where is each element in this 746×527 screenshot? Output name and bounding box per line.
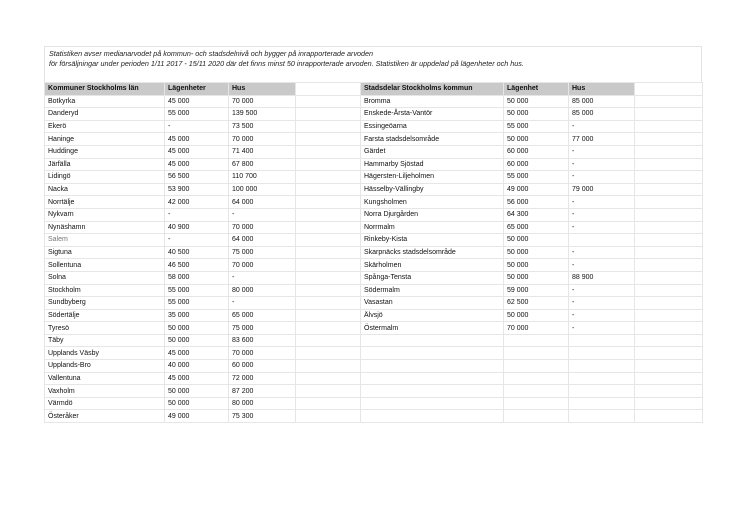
- empty-cell[interactable]: [296, 259, 361, 272]
- right-cell[interactable]: 62 500: [504, 297, 569, 310]
- left-cell[interactable]: Huddinge: [45, 145, 165, 158]
- left-cell[interactable]: 110 700: [229, 171, 296, 184]
- left-cell[interactable]: 58 000: [165, 271, 229, 284]
- left-cell[interactable]: 46 500: [165, 259, 229, 272]
- left-cell[interactable]: Österåker: [45, 410, 165, 423]
- left-cell[interactable]: Södertälje: [45, 309, 165, 322]
- empty-cell[interactable]: [361, 360, 504, 373]
- empty-cell[interactable]: [296, 360, 361, 373]
- right-cell[interactable]: -: [569, 145, 635, 158]
- empty-cell[interactable]: [635, 171, 703, 184]
- left-cell[interactable]: 49 000: [165, 410, 229, 423]
- empty-cell[interactable]: [361, 385, 504, 398]
- left-cell[interactable]: Haninge: [45, 133, 165, 146]
- left-cell[interactable]: 53 900: [165, 183, 229, 196]
- empty-cell[interactable]: [635, 208, 703, 221]
- left-cell[interactable]: -: [229, 271, 296, 284]
- table-row: [45, 309, 703, 322]
- empty-cell[interactable]: [296, 108, 361, 121]
- right-cell[interactable]: Enskede-Årsta-Vantör: [361, 108, 504, 121]
- left-cell[interactable]: Täby: [45, 334, 165, 347]
- right-cell[interactable]: 65 000: [504, 221, 569, 234]
- right-cell[interactable]: 55 000: [504, 120, 569, 133]
- right-cell[interactable]: Farsta stadsdelsområde: [361, 133, 504, 146]
- left-cell[interactable]: Sollentuna: [45, 259, 165, 272]
- left-cell[interactable]: Stockholm: [45, 284, 165, 297]
- left-cell[interactable]: 45 000: [165, 95, 229, 108]
- empty-cell[interactable]: [635, 183, 703, 196]
- table-row: [45, 208, 703, 221]
- empty-cell[interactable]: [635, 83, 703, 96]
- left-cell[interactable]: 45 000: [165, 372, 229, 385]
- left-cell[interactable]: 35 000: [165, 309, 229, 322]
- left-cell[interactable]: 56 500: [165, 171, 229, 184]
- left-cell[interactable]: Botkyrka: [45, 95, 165, 108]
- left-cell[interactable]: 139 500: [229, 108, 296, 121]
- left-cell[interactable]: Solna: [45, 271, 165, 284]
- right-cell[interactable]: Södermalm: [361, 284, 504, 297]
- table-row: [45, 108, 703, 121]
- table-row: [45, 221, 703, 234]
- note-line-1: Statistiken avser medianarvodet på kommun- och stadsdelnivå och bygger på inrapporterade arvoden: [49, 49, 374, 58]
- empty-cell[interactable]: [296, 95, 361, 108]
- table-row: [45, 334, 703, 347]
- left-cell[interactable]: Lidingö: [45, 171, 165, 184]
- table-row: [45, 259, 703, 272]
- empty-cell[interactable]: [569, 347, 635, 360]
- left-cell[interactable]: 55 000: [165, 297, 229, 310]
- right-cell[interactable]: -: [569, 196, 635, 209]
- left-cell[interactable]: 45 000: [165, 158, 229, 171]
- right-cell[interactable]: Essingeöarna: [361, 120, 504, 133]
- left-cell[interactable]: 40 500: [165, 246, 229, 259]
- empty-cell[interactable]: [569, 334, 635, 347]
- empty-cell[interactable]: [504, 410, 569, 423]
- empty-cell[interactable]: [296, 309, 361, 322]
- empty-cell[interactable]: [296, 171, 361, 184]
- right-header-cell[interactable]: Stadsdelar Stockholms kommun: [361, 83, 504, 96]
- empty-cell[interactable]: [635, 108, 703, 121]
- left-cell[interactable]: 45 000: [165, 133, 229, 146]
- left-cell[interactable]: 64 000: [229, 196, 296, 209]
- left-cell[interactable]: Nynäshamn: [45, 221, 165, 234]
- right-cell[interactable]: -: [569, 259, 635, 272]
- right-cell[interactable]: [569, 234, 635, 247]
- table-row: [45, 95, 703, 108]
- left-cell[interactable]: -: [229, 297, 296, 310]
- left-header-cell[interactable]: Kommuner Stockholms län: [45, 83, 165, 96]
- right-cell[interactable]: 50 000: [504, 95, 569, 108]
- right-cell[interactable]: Kungsholmen: [361, 196, 504, 209]
- table-row: [45, 145, 703, 158]
- right-cell[interactable]: 88 900: [569, 271, 635, 284]
- right-cell[interactable]: 50 000: [504, 271, 569, 284]
- empty-cell[interactable]: [635, 271, 703, 284]
- table-row: [45, 385, 703, 398]
- empty-cell[interactable]: [635, 360, 703, 373]
- left-cell[interactable]: Salem: [45, 234, 165, 247]
- left-cell[interactable]: Värmdö: [45, 397, 165, 410]
- right-header-cell[interactable]: Lägenhet: [504, 83, 569, 96]
- right-header-cell[interactable]: Hus: [569, 83, 635, 96]
- empty-cell[interactable]: [569, 397, 635, 410]
- empty-cell[interactable]: [635, 347, 703, 360]
- left-cell[interactable]: Norrtälje: [45, 196, 165, 209]
- left-cell[interactable]: 55 000: [165, 284, 229, 297]
- right-cell[interactable]: Hägersten-Liljeholmen: [361, 171, 504, 184]
- table-row: [45, 171, 703, 184]
- empty-cell[interactable]: [296, 183, 361, 196]
- left-cell[interactable]: -: [165, 234, 229, 247]
- left-cell[interactable]: 50 000: [165, 322, 229, 335]
- empty-cell[interactable]: [361, 397, 504, 410]
- table-row: [45, 271, 703, 284]
- left-cell[interactable]: Sundbyberg: [45, 297, 165, 310]
- empty-cell[interactable]: [635, 385, 703, 398]
- empty-cell[interactable]: [296, 334, 361, 347]
- table-row: [45, 133, 703, 146]
- left-cell[interactable]: 50 000: [165, 385, 229, 398]
- right-cell[interactable]: -: [569, 297, 635, 310]
- left-cell[interactable]: -: [229, 208, 296, 221]
- empty-cell[interactable]: [635, 397, 703, 410]
- left-cell[interactable]: 80 000: [229, 284, 296, 297]
- empty-cell[interactable]: [296, 145, 361, 158]
- empty-cell[interactable]: [296, 246, 361, 259]
- left-cell[interactable]: 42 000: [165, 196, 229, 209]
- empty-cell[interactable]: [635, 133, 703, 146]
- left-cell[interactable]: 100 000: [229, 183, 296, 196]
- empty-cell[interactable]: [296, 271, 361, 284]
- left-cell[interactable]: Sigtuna: [45, 246, 165, 259]
- table-row: [45, 284, 703, 297]
- empty-cell[interactable]: [635, 196, 703, 209]
- right-cell[interactable]: Bromma: [361, 95, 504, 108]
- left-cell[interactable]: 73 500: [229, 120, 296, 133]
- empty-cell[interactable]: [296, 221, 361, 234]
- empty-cell[interactable]: [296, 234, 361, 247]
- empty-cell[interactable]: [635, 372, 703, 385]
- table-row: [45, 246, 703, 259]
- left-cell[interactable]: Ekerö: [45, 120, 165, 133]
- left-cell[interactable]: Nacka: [45, 183, 165, 196]
- left-cell[interactable]: 83 600: [229, 334, 296, 347]
- left-cell[interactable]: 70 000: [229, 133, 296, 146]
- left-cell[interactable]: -: [165, 120, 229, 133]
- right-cell[interactable]: 70 000: [504, 322, 569, 335]
- right-cell[interactable]: -: [569, 120, 635, 133]
- empty-cell[interactable]: [569, 410, 635, 423]
- left-cell[interactable]: Vaxholm: [45, 385, 165, 398]
- empty-cell[interactable]: [569, 372, 635, 385]
- right-cell[interactable]: Spånga-Tensta: [361, 271, 504, 284]
- right-cell[interactable]: -: [569, 171, 635, 184]
- left-cell[interactable]: Vallentuna: [45, 372, 165, 385]
- left-header-cell[interactable]: Lägenheter: [165, 83, 229, 96]
- spreadsheet: [44, 46, 702, 423]
- left-cell[interactable]: 50 000: [165, 334, 229, 347]
- empty-cell[interactable]: [296, 83, 361, 96]
- table-row: [45, 196, 703, 209]
- left-cell[interactable]: Järfälla: [45, 158, 165, 171]
- right-cell[interactable]: -: [569, 208, 635, 221]
- empty-cell[interactable]: [635, 120, 703, 133]
- empty-cell[interactable]: [296, 120, 361, 133]
- right-cell[interactable]: 79 000: [569, 183, 635, 196]
- empty-cell[interactable]: [635, 221, 703, 234]
- table-row: [45, 322, 703, 335]
- left-cell[interactable]: Upplands-Bro: [45, 360, 165, 373]
- left-cell[interactable]: 65 000: [229, 309, 296, 322]
- left-cell[interactable]: 55 000: [165, 108, 229, 121]
- empty-cell[interactable]: [296, 196, 361, 209]
- empty-cell[interactable]: [504, 334, 569, 347]
- empty-cell[interactable]: [296, 133, 361, 146]
- empty-cell[interactable]: [296, 297, 361, 310]
- right-cell[interactable]: Gärdet: [361, 145, 504, 158]
- empty-cell[interactable]: [504, 385, 569, 398]
- left-cell[interactable]: 72 000: [229, 372, 296, 385]
- empty-cell[interactable]: [296, 347, 361, 360]
- right-cell[interactable]: 59 000: [504, 284, 569, 297]
- table-row: [45, 397, 703, 410]
- table-row: [45, 347, 703, 360]
- table-row: [45, 234, 703, 247]
- right-cell[interactable]: -: [569, 284, 635, 297]
- left-cell[interactable]: 70 000: [229, 221, 296, 234]
- empty-cell[interactable]: [296, 322, 361, 335]
- empty-cell[interactable]: [296, 410, 361, 423]
- right-cell[interactable]: 85 000: [569, 108, 635, 121]
- empty-cell[interactable]: [504, 397, 569, 410]
- table-row: [45, 410, 703, 423]
- empty-cell[interactable]: [635, 246, 703, 259]
- empty-cell[interactable]: [635, 334, 703, 347]
- empty-cell[interactable]: [504, 372, 569, 385]
- left-cell[interactable]: Danderyd: [45, 108, 165, 121]
- left-cell[interactable]: 40 000: [165, 360, 229, 373]
- right-cell[interactable]: Skärholmen: [361, 259, 504, 272]
- left-cell[interactable]: 80 000: [229, 397, 296, 410]
- right-cell[interactable]: Norrmalm: [361, 221, 504, 234]
- note-line-2: för försäljningar under perioden 1/11 2017 - 15/11 2020 där det finns minst 50 inrapporterade arvoden. Statistiken är uppdelad på lägenheter och hus.: [49, 59, 524, 68]
- empty-cell[interactable]: [635, 259, 703, 272]
- empty-cell[interactable]: [296, 284, 361, 297]
- table-row: [45, 183, 703, 196]
- left-cell[interactable]: 87 200: [229, 385, 296, 398]
- left-cell[interactable]: 45 000: [165, 145, 229, 158]
- right-cell[interactable]: 64 300: [504, 208, 569, 221]
- empty-cell[interactable]: [635, 410, 703, 423]
- left-cell[interactable]: Nykvarn: [45, 208, 165, 221]
- left-cell[interactable]: 70 000: [229, 259, 296, 272]
- right-cell[interactable]: 50 000: [504, 133, 569, 146]
- empty-cell[interactable]: [635, 145, 703, 158]
- empty-cell[interactable]: [504, 347, 569, 360]
- left-header-cell[interactable]: Hus: [229, 83, 296, 96]
- right-cell[interactable]: 60 000: [504, 158, 569, 171]
- left-cell[interactable]: 45 000: [165, 347, 229, 360]
- right-cell[interactable]: 60 000: [504, 145, 569, 158]
- right-cell[interactable]: 77 000: [569, 133, 635, 146]
- left-cell[interactable]: 71 400: [229, 145, 296, 158]
- empty-row: [44, 70, 702, 82]
- empty-cell[interactable]: [635, 158, 703, 171]
- right-cell[interactable]: Norra Djurgården: [361, 208, 504, 221]
- right-cell[interactable]: 50 000: [504, 309, 569, 322]
- right-cell[interactable]: 50 000: [504, 108, 569, 121]
- price-table: [44, 82, 703, 423]
- empty-cell[interactable]: [361, 410, 504, 423]
- right-cell[interactable]: Östermalm: [361, 322, 504, 335]
- right-cell[interactable]: Skarpnäcks stadsdelsområde: [361, 246, 504, 259]
- table-row: [45, 158, 703, 171]
- empty-cell[interactable]: [296, 158, 361, 171]
- right-cell[interactable]: 50 000: [504, 246, 569, 259]
- empty-cell[interactable]: [296, 397, 361, 410]
- left-cell[interactable]: 70 000: [229, 95, 296, 108]
- empty-cell[interactable]: [635, 234, 703, 247]
- left-cell[interactable]: 60 000: [229, 360, 296, 373]
- empty-cell[interactable]: [296, 385, 361, 398]
- left-cell[interactable]: Upplands Väsby: [45, 347, 165, 360]
- left-cell[interactable]: 75 000: [229, 246, 296, 259]
- left-cell[interactable]: 64 000: [229, 234, 296, 247]
- left-cell[interactable]: 75 300: [229, 410, 296, 423]
- header-row: [45, 83, 703, 96]
- table-row: [45, 120, 703, 133]
- right-cell[interactable]: 56 000: [504, 196, 569, 209]
- left-cell[interactable]: 75 000: [229, 322, 296, 335]
- right-cell[interactable]: Hässelby-Vällingby: [361, 183, 504, 196]
- right-cell[interactable]: -: [569, 322, 635, 335]
- right-cell[interactable]: Rinkeby-Kista: [361, 234, 504, 247]
- right-cell[interactable]: Vasastan: [361, 297, 504, 310]
- left-cell[interactable]: 67 800: [229, 158, 296, 171]
- empty-cell[interactable]: [361, 347, 504, 360]
- empty-cell[interactable]: [361, 372, 504, 385]
- table-row: [45, 360, 703, 373]
- info-note: [44, 46, 702, 70]
- table-row: [45, 372, 703, 385]
- left-cell[interactable]: 50 000: [165, 397, 229, 410]
- left-cell[interactable]: 40 900: [165, 221, 229, 234]
- right-cell[interactable]: Hammarby Sjöstad: [361, 158, 504, 171]
- right-cell[interactable]: -: [569, 309, 635, 322]
- table-body: [45, 83, 703, 423]
- left-cell[interactable]: -: [165, 208, 229, 221]
- right-cell[interactable]: 49 000: [504, 183, 569, 196]
- empty-cell[interactable]: [635, 284, 703, 297]
- right-cell[interactable]: 50 000: [504, 234, 569, 247]
- empty-cell[interactable]: [635, 95, 703, 108]
- empty-cell[interactable]: [635, 322, 703, 335]
- empty-cell[interactable]: [296, 208, 361, 221]
- left-cell[interactable]: 70 000: [229, 347, 296, 360]
- right-cell[interactable]: Älvsjö: [361, 309, 504, 322]
- right-cell[interactable]: 85 000: [569, 95, 635, 108]
- empty-cell[interactable]: [569, 385, 635, 398]
- empty-cell[interactable]: [635, 309, 703, 322]
- empty-cell[interactable]: [504, 360, 569, 373]
- empty-cell[interactable]: [361, 334, 504, 347]
- empty-cell[interactable]: [569, 360, 635, 373]
- empty-cell[interactable]: [296, 372, 361, 385]
- right-cell[interactable]: -: [569, 158, 635, 171]
- right-cell[interactable]: -: [569, 221, 635, 234]
- right-cell[interactable]: 55 000: [504, 171, 569, 184]
- empty-cell[interactable]: [635, 297, 703, 310]
- table-row: [45, 297, 703, 310]
- right-cell[interactable]: 50 000: [504, 259, 569, 272]
- right-cell[interactable]: -: [569, 246, 635, 259]
- left-cell[interactable]: Tyresö: [45, 322, 165, 335]
